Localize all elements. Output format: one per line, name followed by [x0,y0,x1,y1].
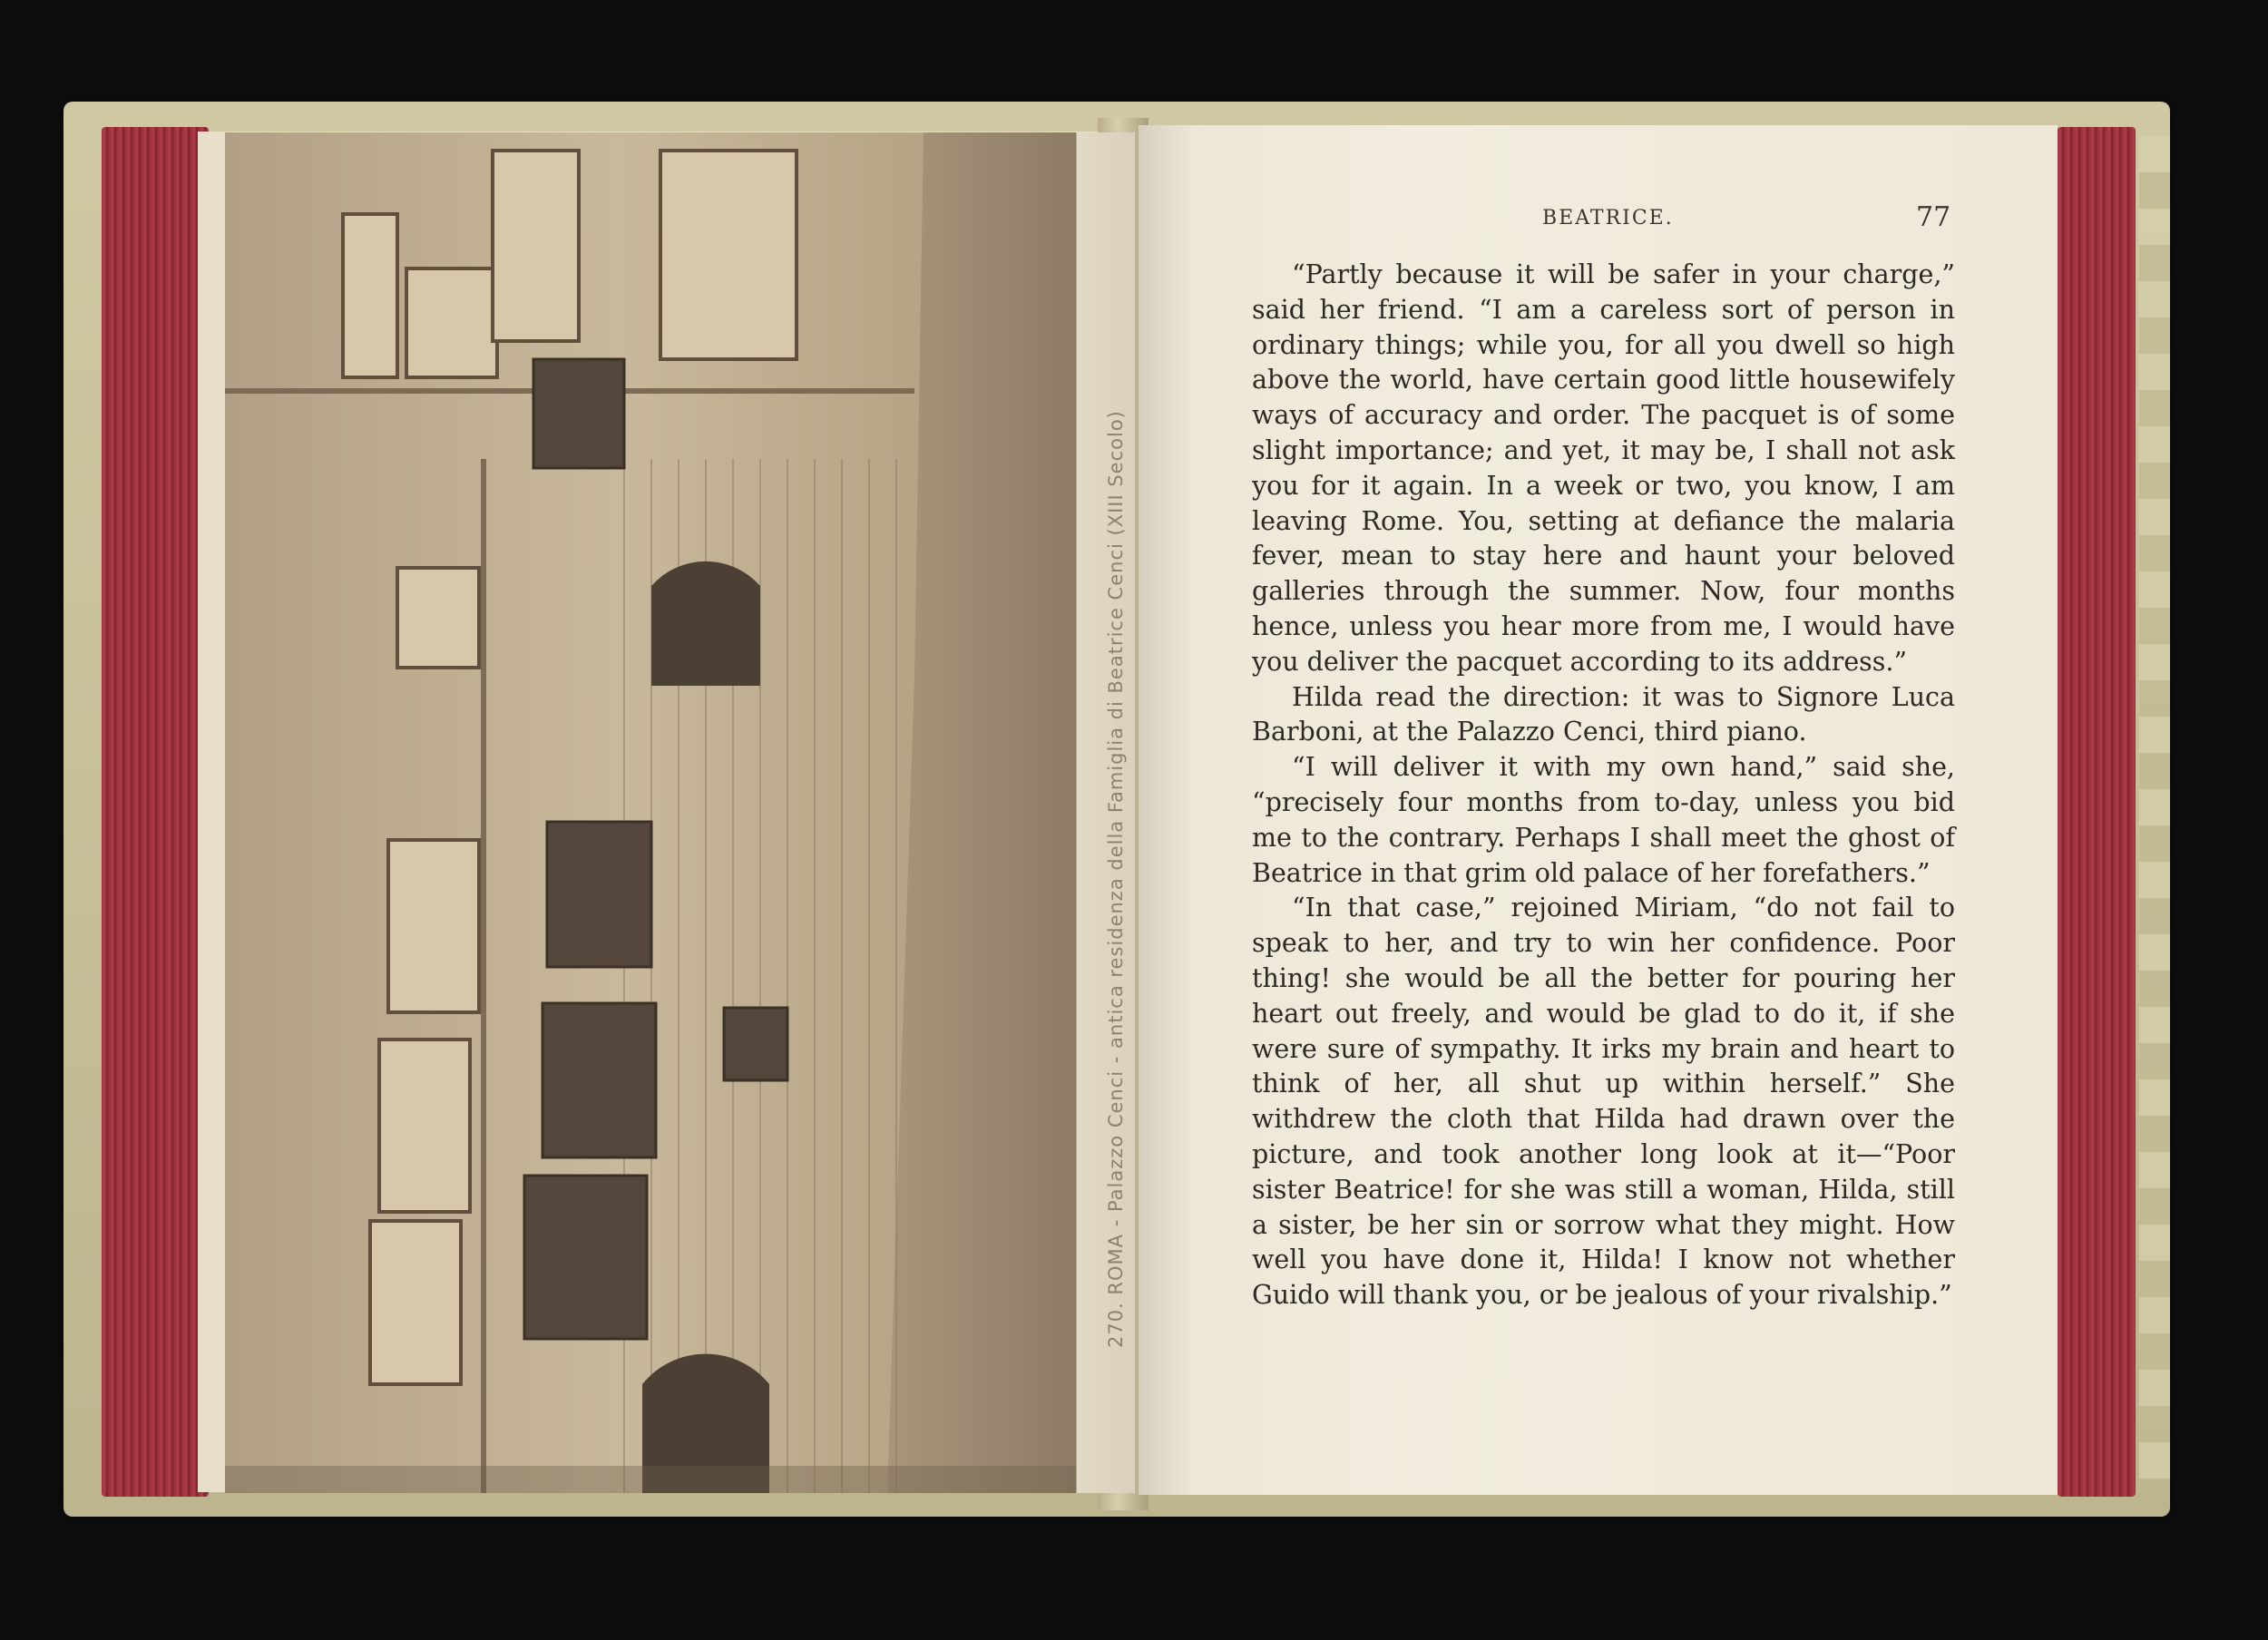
cover-edge-right [2139,136,2170,1479]
photo-caption: 270. ROMA - Palazzo Cenci - antica residenza della Famiglia di Beatrice Cenci (XIII Secolo) [1105,410,1127,1348]
running-head: BEATRICE. [1542,207,1674,229]
page-edges-right [2058,127,2136,1497]
page-edges-left [102,127,209,1497]
palazzo-cenci-photograph [225,132,1098,1493]
body-text [1252,258,1955,1313]
paragraph: Hilda read the direction: it was to Signore Luca Barboni, at the Palazzo Cenci, third piano. [1252,681,1955,747]
page-number: 77 [1916,201,1951,233]
paragraph: “Partly because it will be safer in your charge,” said her friend. “I am a careless sort of person in ordinary things; while you, for all you dwell so high above the world, have certain good little housewifely ways of accuracy and order. The pacquet is of some slight importance; and yet, it may be, I shall not ask you for it again. In a week or two, you know, I am leaving Rome. You, setting at defiance the malaria fever, mean to stay here and haunt your beloved galleries through the summer. Now, four months hence, unless you hear more from me, I would have you deliver the pacquet according to its address.” [1252,259,1955,677]
paragraph: “In that case,” rejoined Miriam, “do not fail to speak to her, and try to win her confidence. Poor thing! she would be all the better for pouring her heart out freely, and would be glad to do it, if she were sure of sympathy. It irks my brain and heart to think of her, all shut up within herself.” She withdrew the cloth that Hilda had drawn over the picture, and took another long look at it—“Poor sister Beatrice! for she was still a woman, Hilda, still a sister, be her sin or sorrow what they might. How well you have done it, Hilda! I know not whether Guido will thank you, or be jealous of your rivalship.” [1252,893,1955,1311]
paragraph: “I will deliver it with my own hand,” said she, “precisely four months from to-day, unless you bid me to the contrary. Perhaps I shall meet the ghost of Beatrice in that grim old palace of her forefathers.” [1252,752,1955,888]
